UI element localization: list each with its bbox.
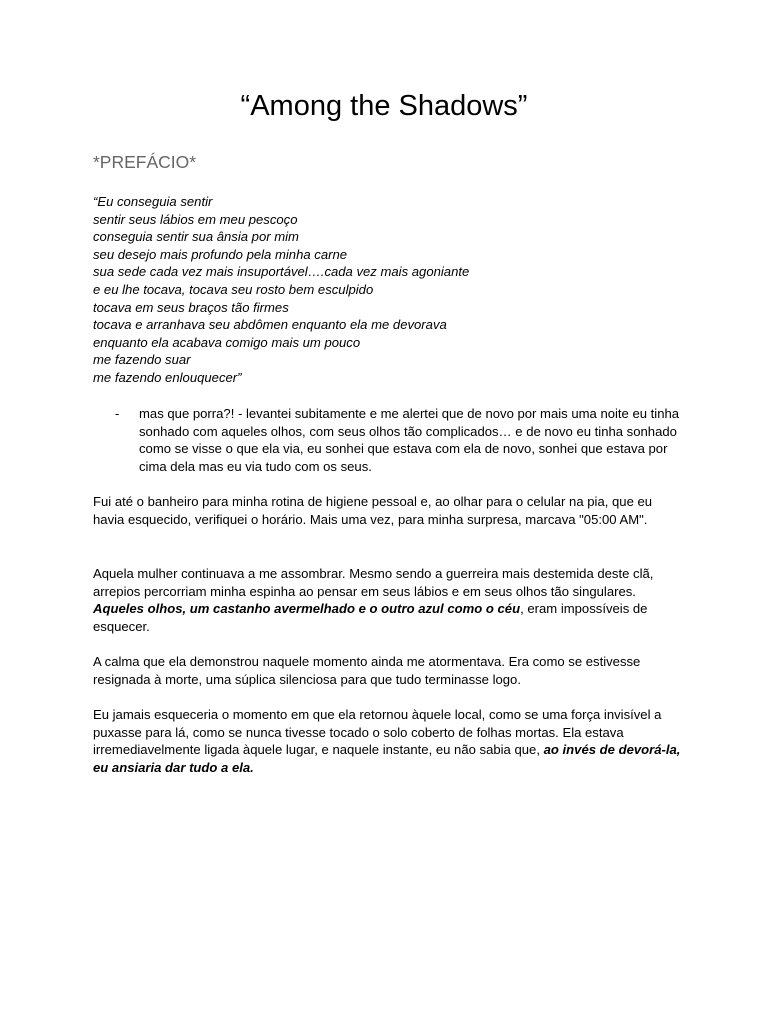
paragraph-text: Eu jamais esqueceria o momento em que ela retornou àquele local, como se uma força invisível a puxasse para lá, como se nunca tivesse tocado o solo coberto de folhas mortas. Ela estava irremediavelmente ligada àquele lugar, e naquele instante, eu não sabia que, [93,707,662,758]
paragraph-text: , eram impossíveis de esquecer. [93,601,648,634]
poem-line: seu desejo mais profundo pela minha carne [93,246,348,262]
paragraph-text: Aquela mulher continuava a me assombrar. Mesmo sendo a guerreira mais destemida deste clã, arrepios percorriam minha espinha ao pensar em seus lábios e em seus olhos tão singulares. [93,566,654,599]
paragraph-return [93,706,683,776]
paragraph-calm: A calma que ela demonstrou naquele momento ainda me atormentava. Era como se estivesse resignada à morte, uma súplica silenciosa para que tudo terminasse logo. [93,654,641,687]
paragraph-bathroom: Fui até o banheiro para minha rotina de higiene pessoal e, ao olhar para o celular na pia, que eu havia esquecido, verifiquei o horário. Mais uma vez, para minha surpresa, marcava "05:00 AM". [93,494,653,527]
preface-heading: *PREFÁCIO* [93,152,197,172]
emphasized-text: ao invés de devorá-la, eu ansiaria dar tudo a ela. [93,742,681,775]
dialogue-list-item [93,405,683,475]
poem-line: tocava e arranhava seu abdômen enquanto ela me devorava [93,317,447,333]
emphasized-text: Aqueles olhos, um castanho avermelhado e o outro azul como o céu [93,601,521,617]
dialogue-text: mas que porra?! - levantei subitamente e me alertei que de novo por mais uma noite eu tinha sonhado com aqueles olhos, com seus olhos tão complicados… e de novo eu tinha sonhado como se visse o que ela via, eu sonhei que estava com ela de novo, sonhei que estava por cima dela mas eu via tudo com os seus. [139,406,680,474]
poem-line: me fazendo enlouquecer” [93,369,242,385]
poem-line: tocava em seus braços tão firmes [93,299,289,315]
poem-block [93,193,693,387]
dialogue-dash: - [115,406,120,421]
paragraph-haunting [93,565,683,635]
document-title: “Among the Shadows” [240,90,528,122]
poem-line: conseguia sentir sua ânsia por mim [93,229,299,245]
poem-line: “Eu conseguia sentir [93,194,213,209]
poem-line: enquanto ela acabava comigo mais um pouco [93,334,361,350]
poem-line: me fazendo suar [93,352,191,368]
poem-line: sua sede cada vez mais insuportável….cada vez mais agoniante [93,264,470,280]
poem-line: sentir seus lábios em meu pescoço [93,211,298,227]
poem-line: e eu lhe tocava, tocava seu rosto bem esculpido [93,281,374,297]
